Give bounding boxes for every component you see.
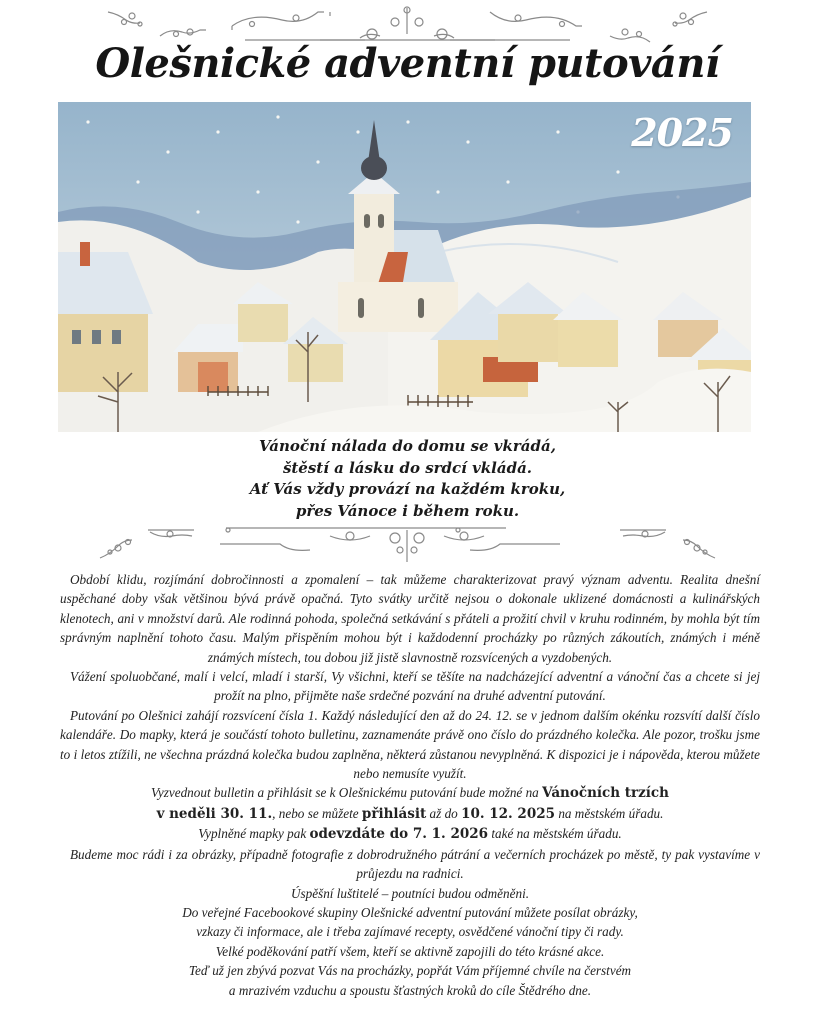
left-corner-flourish-icon bbox=[100, 530, 194, 558]
right-corner-flourish-icon bbox=[610, 12, 707, 42]
paragraph-closing: Teď už jen zbývá pozvat Vás na procházky, popřát Vám příjemné chvíle na čerstvém a mrazivém vzduchu a spoustu šťastných kroků do cíle Štědrého dne. bbox=[188, 963, 632, 998]
year-label: 2025 bbox=[631, 110, 733, 155]
paragraph-intro: Období klidu, rozjímání dobročinnosti a zpomalení – tak můžeme charakterizovat pravý význam adventu. Realita dnešní uspěchané doby však většinou bývá právě opačná. Tyto svátky určitě nejsou o dokonale uklizené domácnosti a kulinářských klenotech, ani v množství darů. Ale rodinná pohoda, společná setkávání s přáteli a prožití chvil v kruhu rodinném, by mohla být tím správným naplnění tohoto času. Malým přispěním mohou být i každodenní procházky po různých zákoutích, známých i méně známých místech, tou dobou již jistě slavnostně rozsvícených a vyzdobených. bbox=[60, 572, 760, 665]
poem bbox=[0, 436, 815, 522]
poem-line: Ať Vás vždy provází na každém kroku, bbox=[249, 480, 566, 498]
middle-flourish-ornament bbox=[0, 522, 815, 566]
highlight-christmas-market: Vánočních trzích bbox=[542, 785, 669, 802]
right-center-flourish-icon bbox=[450, 12, 582, 40]
article-body bbox=[60, 570, 760, 1000]
center-crest-flourish-icon bbox=[320, 7, 495, 40]
paragraph-thanks: Velké poděkování patří všem, kteří se aktivně zapojili do této krásné akce. bbox=[215, 943, 605, 959]
page-title: Olešnické adventní putování bbox=[95, 40, 720, 87]
highlight-date-sunday: v neděli 30. 11. bbox=[156, 805, 273, 822]
poem-line: štěstí a lásku do srdcí vkládá. bbox=[282, 458, 533, 477]
right-corner-flourish-icon bbox=[620, 530, 715, 558]
paragraph-facebook: Do veřejné Facebookové skupiny Olešnické adventní putování můžete posílat obrázky, vzkazy či informace, ale i třeba zajímavé recepty, osvědčené vánoční tipy či rady. bbox=[182, 904, 638, 940]
paragraph-instructions: Putování po Olešnici zahájí rozsvícení čísla 1. Každý následující den až do 24. 12. se v jednom dalším okénku rozsvítí další číslo kalendáře. Do mapky, která je součástí tohoto bulletinu, zaznamenáte právě ono číslo do prázdného kolečka. Ale pozor, trošku jsme to i letos ztížili, ne všechna prázdná kolečka budou zaplněna, některá zůstanou nevyplněná. K dispozici je i nápověda, kterou můžete nebo nemusíte využít. bbox=[60, 707, 760, 782]
paragraph-rewards: Úspěšní luštitelé – poutníci budou odměněni. bbox=[290, 885, 530, 901]
highlight-submit-deadline: odevzdáte do 7. 1. 2026 bbox=[309, 826, 489, 843]
paragraph-invitation: Vážení spoluobčané, malí i velcí, mladí i starší, Vy všichni, kteří se těšíte na nadcházející adventní a vánoční čas a chcete si jej prožít na plno, přijměte naše srdečné pozvání na druhé adventní putování. bbox=[70, 669, 760, 704]
left-corner-flourish-icon bbox=[108, 12, 206, 37]
paragraph-registration: Vyzvednout bulletin a přihlásit se k Olešnickému putování bude možné na Vánočních trzích v neděli 30. 11., nebo se můžete přihlásit až do 10. 12. 2025 na městském úřadu. bbox=[151, 785, 669, 822]
highlight-register: přihlásit bbox=[361, 805, 427, 822]
paragraph-photos: Budeme moc rádi i za obrázky, případně fotografie z dobrodružného pátrání a večerních procházek po městě, ty pak vystavíme v průjezdu na radnici. bbox=[70, 846, 760, 882]
center-crest-flourish-icon bbox=[220, 528, 560, 562]
highlight-deadline: 10. 12. 2025 bbox=[461, 805, 556, 822]
poem-line: přes Vánoce i během roku. bbox=[295, 501, 520, 520]
poem-line: Vánoční nálada do domu se vkrádá, bbox=[259, 437, 556, 455]
winter-village-illustration bbox=[58, 102, 751, 432]
left-center-flourish-icon bbox=[232, 12, 365, 40]
paragraph-submission: Vyplněné mapky pak odevzdáte do 7. 1. 2026 také na městském úřadu. bbox=[198, 826, 622, 843]
